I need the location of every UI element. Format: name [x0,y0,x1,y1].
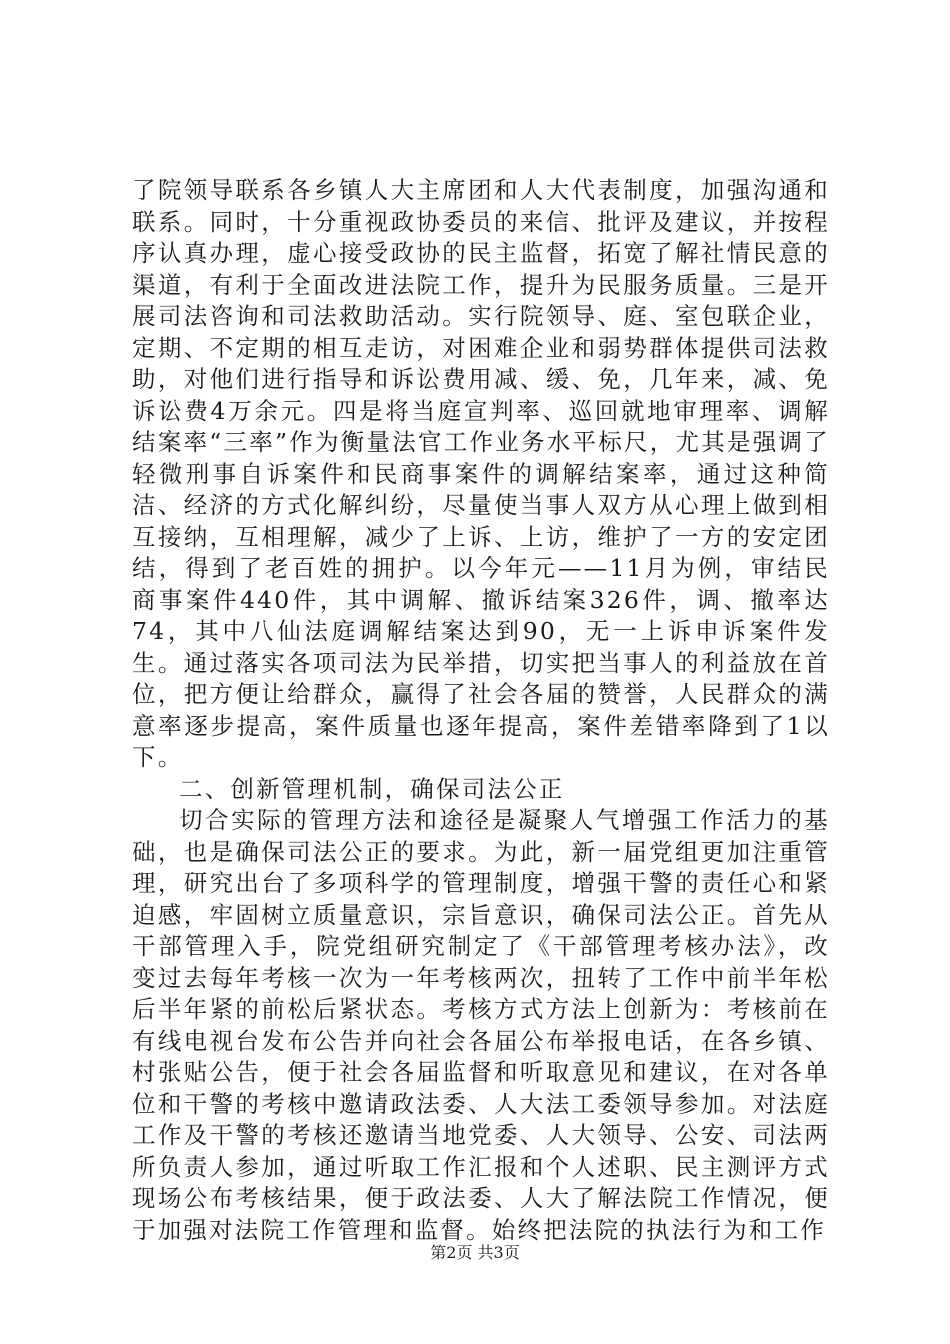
paragraph-continuation: 了院领导联系各乡镇人大主席团和人大代表制度，加强沟通和联系。同时，十分重视政协委员的来信、批评及建议，并按程序认真办理，虚心接受政协的民主监督，拓宽了解社情民意的渠道，有利于全面改进法院工作，提升为民服务质量。三是开展司法咨询和司法救助活动。实行院领导、庭、室包联企业，定期、不定期的相互走访，对困难企业和弱势群体提供司法救助，对他们进行指导和诉讼费用减、缓、免，几年来，减、免诉讼费4万余元。四是将当庭宣判率、巡回就地审理率、调解结案率“三率”作为衡量法官工作业务水平标尺，尤其是强调了轻微刑事自诉案件和民商事案件的调解结案率，通过这种简洁、经济的方式化解纠纷，尽量使当事人双方从心理上做到相互接纳，互相理解，减少了上诉、上访，维护了一方的安定团结，得到了老百姓的拥护。以今年元——11月为例，审结民商事案件440件，其中调解、撤诉结案326件，调、撤率达74，其中八仙法庭调解结案达到90，无一上诉申诉案件发生。通过落实各项司法为民举措，切实把当事人的利益放在首位，把方便让给群众，赢得了社会各届的赞誉，人民群众的满意率逐步提高，案件质量也逐年提高，案件差错率降到了1以下。 [132,176,830,771]
document-body [132,175,830,1246]
page-footer: 第2页 共3页 [430,1243,520,1262]
paragraph-body: 切合实际的管理方法和途径是凝聚人气增强工作活力的基础，也是确保司法公正的要求。为此，新一届党组更加注重管理，研究出台了多项科学的管理制度，增强干警的责任心和紧迫感，牢固树立质量意识，宗旨意识，确保司法公正。首先从干部管理入手，院党组研究制定了《干部管理考核办法》，改变过去每年考核一次为一年考核两次，扭转了工作中前半年松后半年紧的前松后紧状态。考核方式方法上创新为：考核前在有线电视台发布公告并向社会各届公布举报电话，在各乡镇、村张贴公告，便于社会各届监督和听取意见和建议，在对各单位和干警的考核中邀请政法委、人大法工委领导参加。对法庭工作及干警的考核还邀请当地党委、人大领导、公安、司法两所负责人参加，通过听取工作汇报和个人述职、民主测评方式现场公布考核结果，便于政法委、人大了解法院工作情况，便于加强对法院工作管理和监督。始终把法院的执法行为和工作 [132,806,830,1244]
section-heading: 二、创新管理机制，确保司法公正 [179,774,565,803]
